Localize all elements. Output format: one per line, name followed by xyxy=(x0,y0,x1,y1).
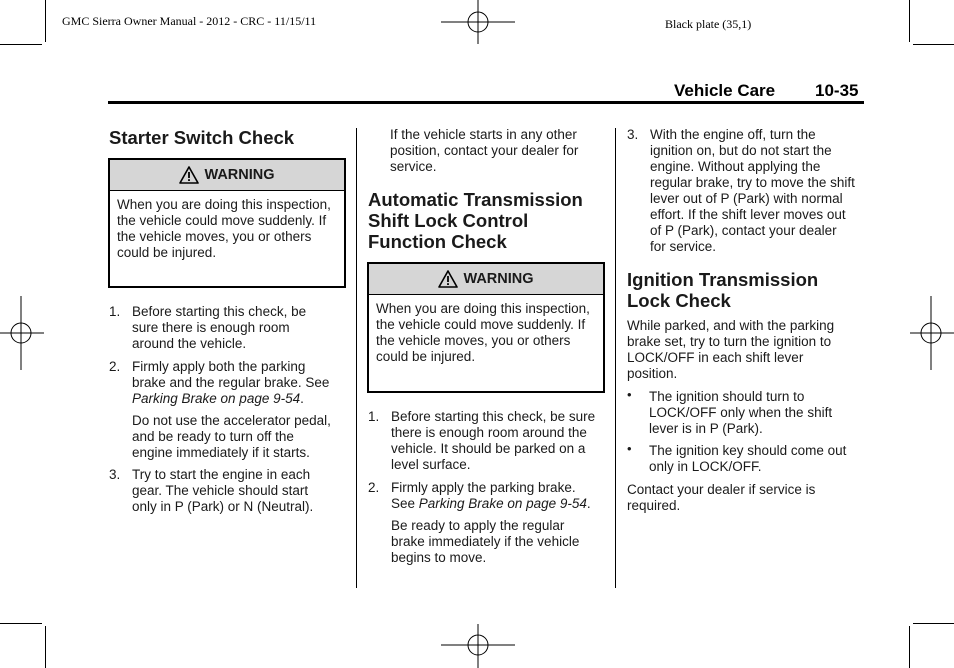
warning-triangle-icon xyxy=(438,270,458,288)
bullet-icon: • xyxy=(627,441,632,456)
warning-text: When you are doing this inspection, the vehicle could move suddenly. If the vehicle moves, you or others could be injured. xyxy=(117,197,331,260)
step-number: 2. xyxy=(368,480,380,495)
warning-label: WARNING xyxy=(204,167,275,183)
step-text: With the engine off, turn the ignition on, but do not start the engine. Without applying the regular brake, try to move the shift lever out of P (Park) with normal effort. If the shift lever moves out of P (Park), contact your dealer for service. xyxy=(650,127,855,254)
step-extra-text: Be ready to apply the regular brake immediately if the vehicle begins to move. xyxy=(391,518,580,565)
list-item xyxy=(109,304,331,352)
column-divider-2 xyxy=(615,128,616,588)
starter-check-steps xyxy=(109,304,331,515)
registration-mark-top xyxy=(441,0,515,44)
step-text: Try to start the engine in each gear. The vehicle should start only in P (Park) or N (Neutral). xyxy=(132,467,314,514)
list-item: • The ignition should turn to LOCK/OFF only when the shift lever is in P (Park). xyxy=(627,387,833,436)
warning-box-1 xyxy=(108,158,346,288)
shift-lock-steps-continued xyxy=(627,127,855,255)
section-title: Vehicle Care xyxy=(674,81,776,100)
cross-reference: Parking Brake on page 9-54 xyxy=(418,496,587,511)
list-item xyxy=(368,480,598,566)
registration-mark-bottom xyxy=(441,624,515,668)
warning-label: WARNING xyxy=(463,271,534,287)
heading-shift-lock-check: Automatic Transmission Shift Lock Control Function Check xyxy=(368,189,583,252)
list-item xyxy=(627,127,855,255)
heading-ignition-lock-check: Ignition Transmission Lock Check xyxy=(627,269,819,311)
warning-header xyxy=(110,160,344,191)
shift-lock-steps xyxy=(368,409,598,566)
warning-header xyxy=(369,264,603,295)
cross-reference: Parking Brake on page 9-54 xyxy=(132,391,301,406)
registration-mark-left xyxy=(0,296,44,370)
ignition-bullets xyxy=(627,389,855,475)
warning-triangle-icon xyxy=(179,166,199,184)
step-number: 3. xyxy=(109,467,121,482)
closing-text: Contact your dealer if service is required. xyxy=(627,482,816,513)
step-number: 1. xyxy=(109,304,121,319)
bullet-icon: • xyxy=(627,387,632,402)
manual-info: GMC Sierra Owner Manual - 2012 - CRC - 11/15/11 xyxy=(62,14,317,28)
list-item xyxy=(368,409,598,473)
step-number: 1. xyxy=(368,409,380,424)
plate-info: Black plate (35,1) xyxy=(665,17,752,31)
step-text: Before starting this check, be sure there is enough room around the vehicle. xyxy=(132,304,307,351)
list-item xyxy=(109,467,331,515)
step-number: 3. xyxy=(627,127,639,142)
page-number: 10-35 xyxy=(815,81,859,100)
header-rule xyxy=(108,101,864,104)
continued-text: If the vehicle starts in any other position, contact your dealer for service. xyxy=(390,127,579,174)
list-item xyxy=(109,359,331,461)
list-item: • The ignition key should come out only in LOCK/OFF. xyxy=(627,441,847,474)
warning-box-2 xyxy=(367,262,605,393)
step-number: 2. xyxy=(109,359,121,374)
step-text: Firmly apply both the parking brake and the regular brake. See Parking Brake on page 9-54. xyxy=(132,359,330,406)
step-text: Before starting this check, be sure there is enough room around the vehicle. It should be parked on a level surface. xyxy=(391,409,596,472)
warning-text: When you are doing this inspection, the vehicle could move suddenly. If the vehicle moves, you or others could be injured. xyxy=(376,301,590,364)
registration-mark-right xyxy=(910,296,954,370)
step-extra-text: Do not use the accelerator pedal, and be ready to turn off the engine immediately if it starts. xyxy=(132,413,331,460)
column-divider-1 xyxy=(356,128,357,588)
step-text: Firmly apply the parking brake. See Parking Brake on page 9-54. xyxy=(391,480,591,511)
heading-starter-switch-check: Starter Switch Check xyxy=(109,127,295,148)
ignition-intro: While parked, and with the parking brake set, try to turn the ignition to LOCK/OFF in each shift lever position. xyxy=(627,318,835,381)
